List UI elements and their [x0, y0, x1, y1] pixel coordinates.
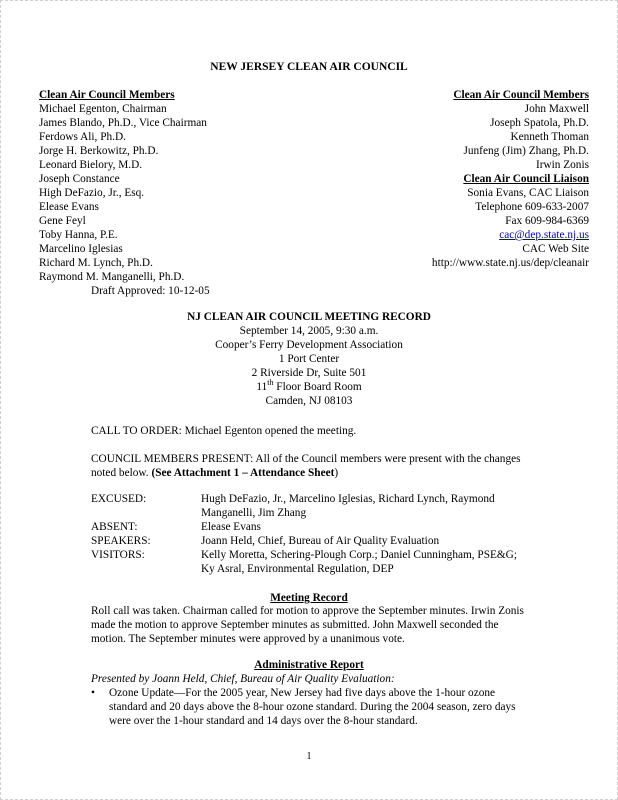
- roster-label: SPEAKERS:: [91, 535, 151, 547]
- roster-value: Kelly Moretta, Schering-Plough Corp.; Daniel Cunningham, PSE&G; Ky Asral, Environmental Regulation, DEP: [201, 549, 517, 575]
- member-name: Kenneth Thoman: [510, 131, 589, 143]
- telephone: Telephone 609-633-2007: [475, 201, 589, 213]
- members-present: COUNCIL MEMBERS PRESENT: All of the Council members were present with the changes noted below. (See Attachment 1 – Attendance Sheet): [91, 453, 521, 479]
- email-link[interactable]: cac@dep.state.nj.us: [499, 229, 589, 241]
- council-title: NEW JERSEY CLEAN AIR COUNCIL: [210, 61, 408, 73]
- bullet-icon: •: [91, 687, 95, 699]
- member-name: Ferdows Ali, Ph.D.: [39, 131, 126, 143]
- admin-report-heading: Administrative Report: [254, 659, 364, 671]
- fax: Fax 609-984-6369: [505, 215, 589, 227]
- meeting-record-text: Roll call was taken. Chairman called for motion to approve the September minutes. Irwin Zonis made the motion to approve September minutes as submitted. John Maxwell seconded the motion. The September minutes were approved by a unanimous vote.: [91, 605, 524, 645]
- member-name: Jorge H. Berkowitz, Ph.D.: [39, 145, 159, 157]
- record-title: NJ CLEAN AIR COUNCIL MEETING RECORD: [187, 311, 431, 323]
- member-name: James Blando, Ph.D., Vice Chairman: [39, 117, 207, 129]
- meeting-date: September 14, 2005, 9:30 a.m.: [239, 325, 379, 337]
- member-name: John Maxwell: [524, 103, 589, 115]
- page-number: 1: [306, 751, 312, 762]
- meeting-address-2: 2 Riverside Dr, Suite 501: [251, 367, 367, 379]
- members-heading-right: Clean Air Council Members: [453, 89, 589, 101]
- meeting-city: Camden, NJ 08103: [265, 395, 353, 407]
- roster-value: Hugh DeFazio, Jr., Marcelino Iglesias, Richard Lynch, Raymond Manganelli, Jim Zhang: [201, 493, 495, 519]
- website-label: CAC Web Site: [522, 243, 589, 255]
- members-right-column: [289, 88, 589, 270]
- meeting-room: 11th Floor Board Room: [256, 378, 362, 393]
- member-name: Irwin Zonis: [535, 159, 589, 171]
- member-name: Joseph Spatola, Ph.D.: [490, 117, 589, 129]
- roster-label: EXCUSED:: [91, 493, 147, 505]
- member-name: Richard M. Lynch, Ph.D.: [39, 257, 153, 269]
- meeting-record-heading: Meeting Record: [270, 592, 348, 604]
- member-name: High DeFazio, Jr., Esq.: [39, 187, 145, 199]
- member-name: Leonard Bielory, M.D.: [39, 159, 143, 171]
- member-name: Gene Feyl: [39, 215, 86, 227]
- member-name: Junfeng (Jim) Zhang, Ph.D.: [463, 145, 589, 157]
- member-name: Michael Egenton, Chairman: [39, 103, 167, 115]
- roster-value: Elease Evans: [201, 521, 261, 533]
- member-name: Toby Hanna, P.E.: [39, 229, 118, 241]
- roster-label: VISITORS:: [91, 549, 145, 561]
- meeting-record-header: [1, 310, 617, 408]
- roster-label: ABSENT:: [91, 521, 138, 533]
- members-heading-left: Clean Air Council Members: [39, 89, 175, 101]
- roster-value: Joann Held, Chief, Bureau of Air Quality Evaluation: [201, 535, 440, 547]
- member-name: Joseph Constance: [39, 173, 120, 185]
- website-url: http://www.state.nj.us/dep/cleanair: [431, 257, 589, 269]
- liaison-name: Sonia Evans, CAC Liaison: [467, 187, 589, 199]
- presented-by: Presented by Joann Held, Chief, Bureau of Air Quality Evaluation:: [91, 673, 395, 685]
- ozone-update: Ozone Update—For the 2005 year, New Jersey had five days above the 1-hour ozone standard and 20 days above the 8-hour ozone standard. During the 2004 season, zero days were over the 1-hour standard and 14 days over the 8-hour standard.: [109, 687, 516, 727]
- attendance-roster: [91, 492, 531, 576]
- meeting-address-1: 1 Port Center: [278, 353, 340, 365]
- roster-row: [91, 534, 531, 548]
- member-name: Elease Evans: [39, 201, 99, 213]
- roster-row: [91, 548, 531, 576]
- liaison-heading: Clean Air Council Liaison: [463, 173, 589, 185]
- member-name: Raymond M. Manganelli, Ph.D.: [39, 271, 185, 283]
- draft-approved: Draft Approved: 10-12-05: [91, 285, 210, 297]
- member-name: Marcelino Iglesias: [39, 243, 123, 255]
- meeting-org: Cooper’s Ferry Development Association: [215, 339, 403, 351]
- roster-row: [91, 520, 531, 534]
- list-item: [91, 686, 531, 728]
- roster-row: [91, 492, 531, 520]
- call-to-order: CALL TO ORDER: Michael Egenton opened the meeting.: [91, 425, 357, 437]
